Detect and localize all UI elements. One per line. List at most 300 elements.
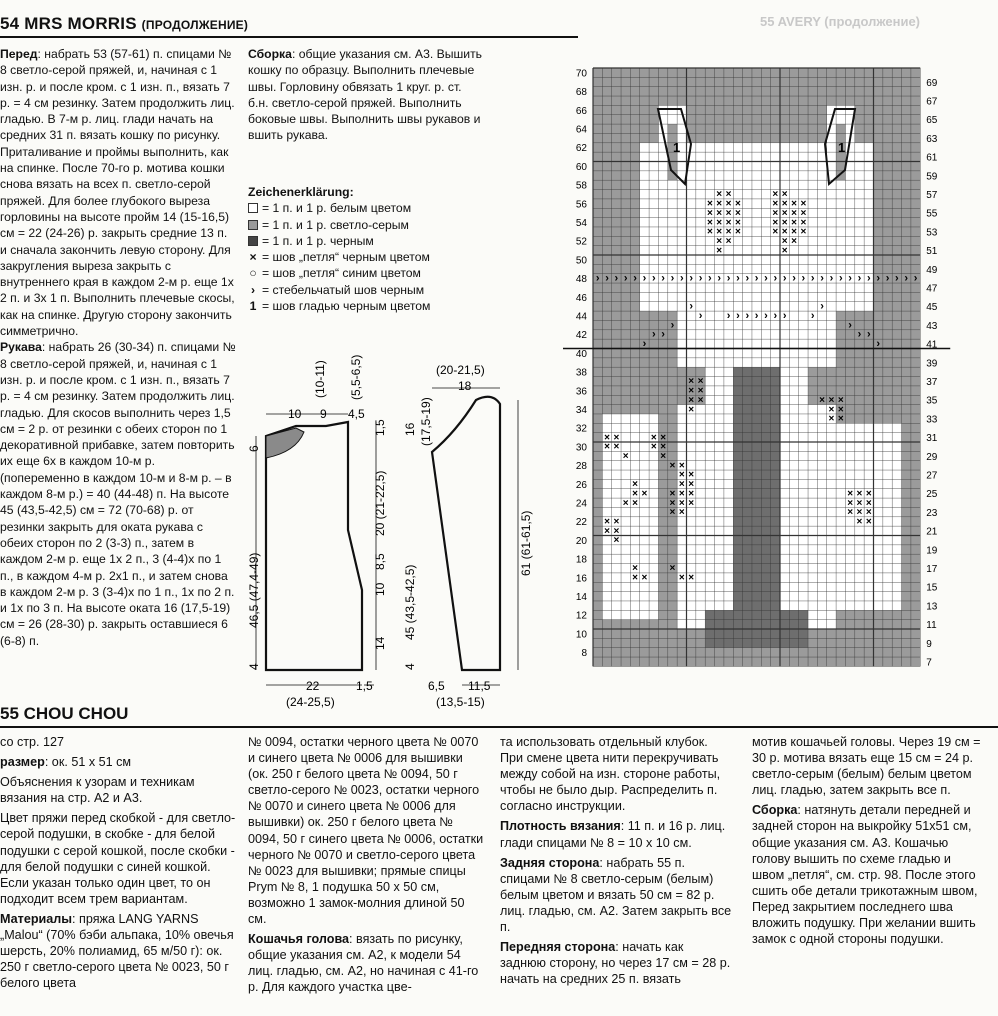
chart-mark-x: × [856,516,863,528]
chart-mark-x: × [772,217,779,229]
chart-row-number: 66 [575,105,587,117]
chou-paragraph [0,754,236,770]
chart-mark-x: × [613,441,620,453]
chart-row-number: 61 [926,152,938,164]
chart-mark-stem: › [623,272,628,285]
chart-mark-stem: › [810,310,815,323]
chart-mark-x: × [781,189,788,201]
chart-row-number: 69 [926,77,938,89]
chart-row-number: 67 [926,96,938,108]
chou-column-3 [500,734,732,991]
chart-mark-x: × [791,207,797,219]
chart-mark-stem: › [698,310,703,323]
sleeve-dim-4: 4 [403,663,417,670]
chart-row-number: 42 [575,330,587,342]
chart-row-number: 21 [926,526,938,538]
chart-row-number: 19 [926,545,938,557]
chart-mark-x: × [865,507,872,519]
sleeve-dim-20-21-5: (20-21,5) [436,363,485,377]
chart-mark-stem: › [745,310,750,323]
front-dim-4-bottom: 4 [247,663,261,670]
chou-paragraph [0,734,236,750]
chart-mark-stem: › [913,272,918,285]
chart-row-numbers-left [576,68,588,659]
front-dim-20: 20 (21-22,5) [373,470,387,536]
chart-mark-x: × [725,235,732,247]
chart-mark-x: × [716,235,723,247]
chart-mark-x: × [706,207,713,219]
page-title-main: 54 MRS MORRIS [0,14,137,33]
front-dim-8-5: 8,5 [373,553,387,570]
chart-row-number: 54 [575,218,587,230]
chart-mark-x: × [837,413,844,425]
chart-row-number: 45 [926,302,938,314]
chart-row-number: 53 [926,227,938,239]
legend-item [248,200,488,216]
chart-mark-x: × [678,572,685,584]
chart-mark-stem: › [782,272,787,285]
chart-mark-x: × [791,217,797,229]
chart-mark-x: × [678,507,685,519]
chart-row-number: 60 [575,161,587,173]
chart-mark-stem: › [866,328,871,341]
sleeve-dim-61: 61 (61-61,5) [519,510,533,576]
chart-mark-stem: › [651,272,656,285]
chart-row-number: 32 [575,423,587,435]
chart-mark-x: × [800,217,807,229]
chart-mark-stem: › [736,310,740,323]
chart-mark-stem: › [838,272,843,285]
legend-text: = шов „петля“ черным цветом [262,250,430,265]
chart-row-number: 57 [926,189,938,201]
chart-mark-stem: › [885,272,890,285]
legend-item [248,249,488,265]
instructions-column-1 [0,46,236,649]
chart-mark-x: × [791,235,797,247]
chart-mark-stem: › [708,272,712,285]
chart-mark-stem: › [736,272,740,285]
chart-row-number: 7 [926,657,932,669]
chart-row-number: 56 [575,199,587,211]
sleeve-dim-16: 16 [403,422,417,436]
instructions-column-2 [248,46,483,144]
chart-mark-x: × [678,479,685,491]
chart-mark-stem: › [670,319,675,332]
chou-paragraph-label: Сборка [752,803,798,818]
chart-row-number: 63 [926,133,938,145]
front-dim-22: 22 [306,679,320,693]
chart-mark-stem: › [848,272,852,285]
garment-schematic [236,340,572,712]
chou-paragraph-text: : натянуть детали передней и задней сторон на выкройку 51х51 см, общие указания см. А3. Кошачью голову вышить по схеме гладью и швом „петля“, см. стр. 98. После этого сшить обе детали трикотажным швом, Перед закрытием последнего шва вложить подушку. При желании вшить замок с одной стороны подушки. [752,803,978,947]
chart-mark-stem: › [642,272,647,285]
left-ear-label: 1 [673,140,681,155]
chart-mark-x: × [678,469,685,481]
front-dim-10: 10 [288,407,302,421]
chart-row-number: 38 [575,367,587,379]
assembly-paragraph [248,46,483,144]
chou-column-4 [752,734,982,951]
legend-symbol: × [249,250,257,265]
sleeves-label: Рукава [0,340,42,355]
chart-row-number: 30 [575,442,587,454]
chart-mark-x: × [856,488,863,500]
chart-mark-x: × [678,488,685,500]
chart-mark-stem: › [764,272,768,285]
chart-mark-x: × [735,226,741,238]
section-title-chou-chou: 55 CHOU CHOU [0,704,129,723]
legend-symbol: ○ [249,266,257,281]
chart-mark-stem: › [829,272,834,285]
chart-mark-x: × [669,563,676,575]
chou-paragraph-label: Передняя сторона [500,940,616,955]
next-page-ghost-title: 55 AVERY (продолжение) [760,14,921,29]
chart-row-number: 13 [926,601,938,613]
chart-mark-x: × [678,497,685,509]
front-dim-10-side: 10 [373,582,387,596]
chart-mark-x: × [781,207,788,219]
chart-mark-x: × [688,376,695,388]
chart-mark-stem: › [614,272,619,285]
chart-mark-x: × [725,226,732,238]
chart-mark-stem: › [745,272,750,285]
chart-mark-x: × [725,207,732,219]
chart-row-number: 15 [926,582,938,594]
front-paragraph [0,46,236,339]
chou-paragraph-label: Задняя сторона [500,855,600,870]
chart-mark-x: × [706,198,713,210]
legend-item [248,282,488,298]
chart-mark-x: × [865,488,872,500]
chart-row-number: 26 [575,479,587,491]
chart-mark-x: × [800,198,807,210]
chou-paragraph [248,931,484,995]
chart-mark-stem: › [857,272,862,285]
chart-mark-x: × [828,404,835,416]
chart-row-number: 48 [575,274,587,286]
chart-mark-stem: › [754,310,759,323]
chart-row-number: 31 [926,433,938,445]
chart-mark-stem: › [895,272,899,285]
legend-text: = стебельчатый шов черным [262,282,425,297]
chart-mark-x: × [865,497,872,509]
chart-mark-stem: › [773,272,778,285]
front-dim-length: 46,5 (47,4-49) [247,552,261,628]
chou-paragraph-text: : ок. 51 х 51 см [44,755,132,770]
chart-mark-x: × [632,488,638,500]
cat-pattern-chart [563,64,998,700]
chou-column-2 [248,734,484,1000]
chart-mark-x: × [660,441,667,453]
chart-mark-x: × [819,394,825,406]
chart-row-number: 70 [575,68,587,80]
legend-text: = 1 п. и 1 р. белым цветом [262,201,412,216]
chart-mark-x: × [669,497,676,509]
chart-mark-stem: › [605,272,609,285]
legend-item [248,265,488,281]
chart-mark-x: × [772,226,779,238]
chart-mark-x: × [791,226,797,238]
sleeve-outline [432,397,500,670]
chart-mark-x: × [669,460,676,472]
chart-mark-x: × [697,376,704,388]
chart-row-number: 52 [575,236,587,248]
front-dim-4-5: 4,5 [348,407,365,421]
chart-mark-x: × [772,207,779,219]
front-neckline-shade [266,428,304,458]
chart-mark-x: × [772,198,779,210]
chart-mark-stem: › [726,310,731,323]
chart-mark-x: × [725,198,732,210]
chart-mark-x: × [781,217,788,229]
chart-row-number: 36 [575,386,587,398]
chart-mark-x: × [716,217,723,229]
chart-mark-x: × [781,226,788,238]
chart-row-number: 46 [575,292,587,304]
chart-mark-stem: › [876,272,881,285]
chart-mark-x: × [688,404,695,416]
chou-paragraph [0,810,236,907]
chart-mark-stem: › [717,272,722,285]
right-ear-label: 1 [838,140,846,155]
chart-mark-stem: › [679,272,684,285]
chart-mark-x: × [622,451,629,463]
chou-paragraph [500,734,732,814]
header-rule [0,36,578,38]
chou-paragraph-text: : 11 п. и 16 р. лиц. глади спицами № 8 = 10 х 10 см. [500,819,726,850]
legend-item [248,233,488,249]
chou-paragraph [0,774,236,806]
legend-symbol [248,203,258,213]
chou-paragraph-label: Плотность вязания [500,819,621,834]
chart-row-number: 64 [575,124,587,136]
legend [248,184,488,314]
front-dim-9: 9 [320,407,327,421]
sleeve-dim-17-5-19: (17,5-19) [419,397,433,446]
chart-mark-x: × [772,189,779,201]
assembly-text: : общие указания см. А3. Вышить кошку по образцу. Выполнить плечевые швы. Горловину обвязать 1 круг. р. ст. б.н. светло-серой пряжей. Выполнить боковые швы. Выполнить швы рукавов и вшить рукава. [248,47,483,143]
chou-paragraph-text: № 0094, остатки черного цвета № 0070 и синего цвета № 0006 для вышивки (ок. 250 г белого цвета № 0094, 50 г светло-серого № 0023, остатки черного № 0070 и синего цвета № 0006 для вышивки) ок. 250 г белого цвета № 0094, 50 г синего цвета № 0006, остатки черного № 0070 и светло-серого цвета № 0023 для вышивки; прямые спицы Prym № 8, 1 подушка 50 х 50 см, возможно 1 замок-молния длиной 50 см. [248,735,484,927]
chart-row-number: 25 [926,489,938,501]
chart-row-number: 8 [581,648,587,660]
legend-symbol: › [250,282,256,297]
chart-mark-x: × [781,245,788,257]
chart-mark-x: × [800,207,807,219]
sleeves-paragraph [0,339,236,649]
chart-mark-stem: › [773,310,778,323]
chou-paragraph-text: : пряжа LANG YARNS „Malou“ (70% бэби альпака, 10% овечья шерсть, 20% полиамид, 65 м/50 г): ок. 250 г светло-серого цвета № 0023, 50 г белого цвета [0,911,234,991]
chart-mark-x: × [716,245,723,257]
chou-paragraph-label: размер [0,755,45,770]
chart-mark-x: × [856,497,863,509]
chart-mark-x: × [735,207,741,219]
chart-mark-x: × [781,198,788,210]
section-rule [0,726,998,728]
chart-mark-stem: › [782,310,787,323]
chart-row-number: 28 [575,461,587,473]
chart-mark-x: × [828,413,835,425]
chart-row-number: 9 [926,638,932,650]
chou-column-1 [0,734,236,995]
chart-mark-x: × [604,432,610,444]
chart-mark-x: × [791,198,797,210]
chart-mark-stem: › [820,272,824,285]
front-dim-10-11: (10-11) [313,360,327,398]
chart-mark-x: × [678,460,685,472]
chou-paragraph-text: Объяснения к узорам и техникам вязания на стр. А2 и А3. [0,775,195,806]
legend-item [248,217,488,233]
legend-text: = шов гладью черным цветом [262,299,431,314]
chart-row-number: 14 [575,592,587,604]
chart-mark-stem: › [633,272,637,285]
legend-text: = 1 п. и 1 р. черным [262,233,374,248]
chart-mark-x: × [688,394,695,406]
front-label: Перед [0,47,38,61]
chou-paragraph-text: : вязать по рисунку, общие указания см. А2, к модели 54 лиц. гладью, см. А2, но начиная с 41-го р. Для каждого участка цве- [248,932,479,995]
chart-mark-stem: › [698,272,703,285]
chart-row-number: 37 [926,376,938,388]
chou-paragraph-text: : набрать 55 п. спицами № 8 светло-серым (белым) белым цветом и вязать 50 см = 82 р. лиц. гладью, см. А2. Затем закрыть все п. [500,855,732,935]
chart-row-number: 20 [575,535,587,547]
chart-mark-x: × [706,226,713,238]
chart-mark-stem: › [866,272,871,285]
chart-mark-x: × [716,198,723,210]
chart-row-number: 47 [926,283,938,295]
chou-paragraph-text: : начать как заднюю сторону, но через 17 см = 28 р. начать на средних 25 п. вязать [500,940,731,987]
chart-mark-x: × [660,432,667,444]
chart-row-number: 11 [926,620,937,632]
chart-row-number: 40 [575,348,587,360]
chart-mark-stem: › [661,328,665,341]
chart-mark-x: × [716,226,723,238]
chart-mark-stem: › [792,272,796,285]
chart-row-number: 65 [926,115,938,127]
chart-row-number: 23 [926,507,938,519]
chou-paragraph [500,855,732,935]
chart-mark-stem: › [661,272,665,285]
chart-mark-x: × [632,479,638,491]
page-title [0,14,248,34]
chart-row-number: 62 [575,143,587,155]
front-dim-14: 14 [373,636,387,650]
chart-mark-x: × [660,451,667,463]
chart-row-number: 10 [575,629,587,641]
chart-mark-x: × [688,469,695,481]
chart-mark-x: × [781,235,788,247]
chart-mark-x: × [865,516,872,528]
chart-row-number: 55 [926,208,938,220]
chart-mark-x: × [716,189,723,201]
front-text: : набрать 53 (57-61) п. спицами № 8 светло-серой пряжей, и, начиная с 1 изн. р. и после кром. с 1 изн. п., вязать 7 р. = 4 см резинку. Затем продолжить лиц. гладью. В 7-м р. лиц. глади начать на средних 31 п. вязать кошку по рисунку. Приталивание и проймы выполнить, как на спинке. После 70-го р. мотива кошки снова вязать на всех п. светло-серой пряжей. Для более глубокого выреза горловины на высоте пройм 14 (15-16,5) см = 22 (24-26) р. закрыть средние 13 п. и сначала закончить левую сторону. Для закругления выреза закрыть с внутреннего края в каждом 2-м р. еще 1х 2 п. и 3х 1 п. Выполнить плечевые скосы, как на спинке. Другую сторону закончить симметрично. [0,47,235,339]
chart-mark-x: × [716,207,723,219]
chart-mark-x: × [604,441,610,453]
chart-mark-x: × [622,497,629,509]
chart-row-number: 39 [926,358,938,370]
chart-mark-x: × [735,217,741,229]
chart-mark-x: × [650,432,657,444]
chart-mark-stem: › [904,272,909,285]
chart-mark-stem: › [754,272,759,285]
chart-row-number: 12 [575,610,587,622]
chart-mark-stem: › [651,328,656,341]
chart-mark-stem: › [689,300,694,313]
chart-mark-stem: › [595,272,600,285]
chart-mark-x: × [669,507,676,519]
sleeve-dim-45: 45 (43,5-42,5) [403,564,417,640]
chart-mark-x: × [613,535,620,547]
chart-mark-x: × [650,441,657,453]
front-dim-24-25-5: (24-25,5) [286,695,335,709]
chou-paragraph [752,734,982,798]
chart-row-number: 51 [926,246,938,258]
chart-mark-x: × [847,488,854,500]
chart-mark-x: × [725,189,732,201]
sleeve-dim-13-5-15: (13,5-15) [436,695,485,709]
chart-mark-x: × [641,572,648,584]
chart-row-number: 58 [575,180,587,192]
chart-row-number: 16 [575,573,587,585]
assembly-label: Сборка [248,47,292,61]
chart-mark-x: × [604,516,610,528]
chart-mark-x: × [688,572,695,584]
chart-mark-stem: › [726,272,731,285]
chou-paragraph-text: Цвет пряжи перед скобкой - для светло-серой подушки, в скобке - для белой подушки с серой кошкой, после скобки - для белой подушки с синей кошкой. Если указан только один цвет, то он подходит всем трем вариантам. [0,811,236,906]
chart-row-number: 68 [575,87,587,99]
legend-symbol [248,236,258,246]
chart-mark-stem: › [876,338,881,351]
legend-symbol [248,220,258,230]
chou-paragraph-label: Кошачья голова [248,932,350,947]
chart-mark-x: × [688,385,695,397]
chart-mark-x: × [697,385,704,397]
chart-mark-x: × [632,497,638,509]
chart-mark-stem: › [670,272,675,285]
chou-paragraph-text: со стр. 127 [0,735,65,749]
chart-mark-x: × [669,488,676,500]
chart-row-number: 29 [926,451,938,463]
chart-mark-x: × [847,497,854,509]
chart-row-number: 59 [926,171,938,183]
chart-mark-x: × [632,563,638,575]
chart-row-number: 27 [926,470,938,482]
legend-text: = 1 п. и 1 р. светло-серым [262,217,409,232]
sleeve-dim-6-5: 6,5 [428,679,445,693]
chart-mark-x: × [837,404,844,416]
chart-mark-x: × [688,488,695,500]
chou-paragraph [0,911,236,991]
chart-mark-x: × [847,507,854,519]
chou-paragraph [752,802,982,947]
chou-paragraph-text: мотив кошачьей головы. Через 19 см = 30 р. мотива вязать еще 15 см = 24 р. светло-серым (белым) белым цветом лиц. гладью, затем закрыть все п. [752,735,981,798]
chou-paragraph [500,939,732,987]
chou-paragraph [500,818,732,850]
chart-mark-x: × [837,394,844,406]
chart-row-number: 24 [575,498,587,510]
chou-paragraph-text: та использовать отдельный клубок. При смене цвета нити перекручивать между собой на изн. стороне работы, чтобы не было дыр. Распределить п. согласно инструкции. [500,735,721,814]
chart-row-number: 18 [575,554,587,566]
legend-list [248,200,488,314]
legend-symbol: 1 [249,299,257,314]
chart-mark-stem: › [810,272,815,285]
chart-mark-x: × [856,507,863,519]
legend-item [248,298,488,314]
chart-mark-x: × [828,394,835,406]
sleeve-dim-11-5: 11,5 [468,679,491,693]
front-outline [266,422,362,670]
chart-mark-x: × [632,572,638,584]
chart-mark-x: × [688,497,695,509]
chart-mark-stem: › [848,319,852,332]
